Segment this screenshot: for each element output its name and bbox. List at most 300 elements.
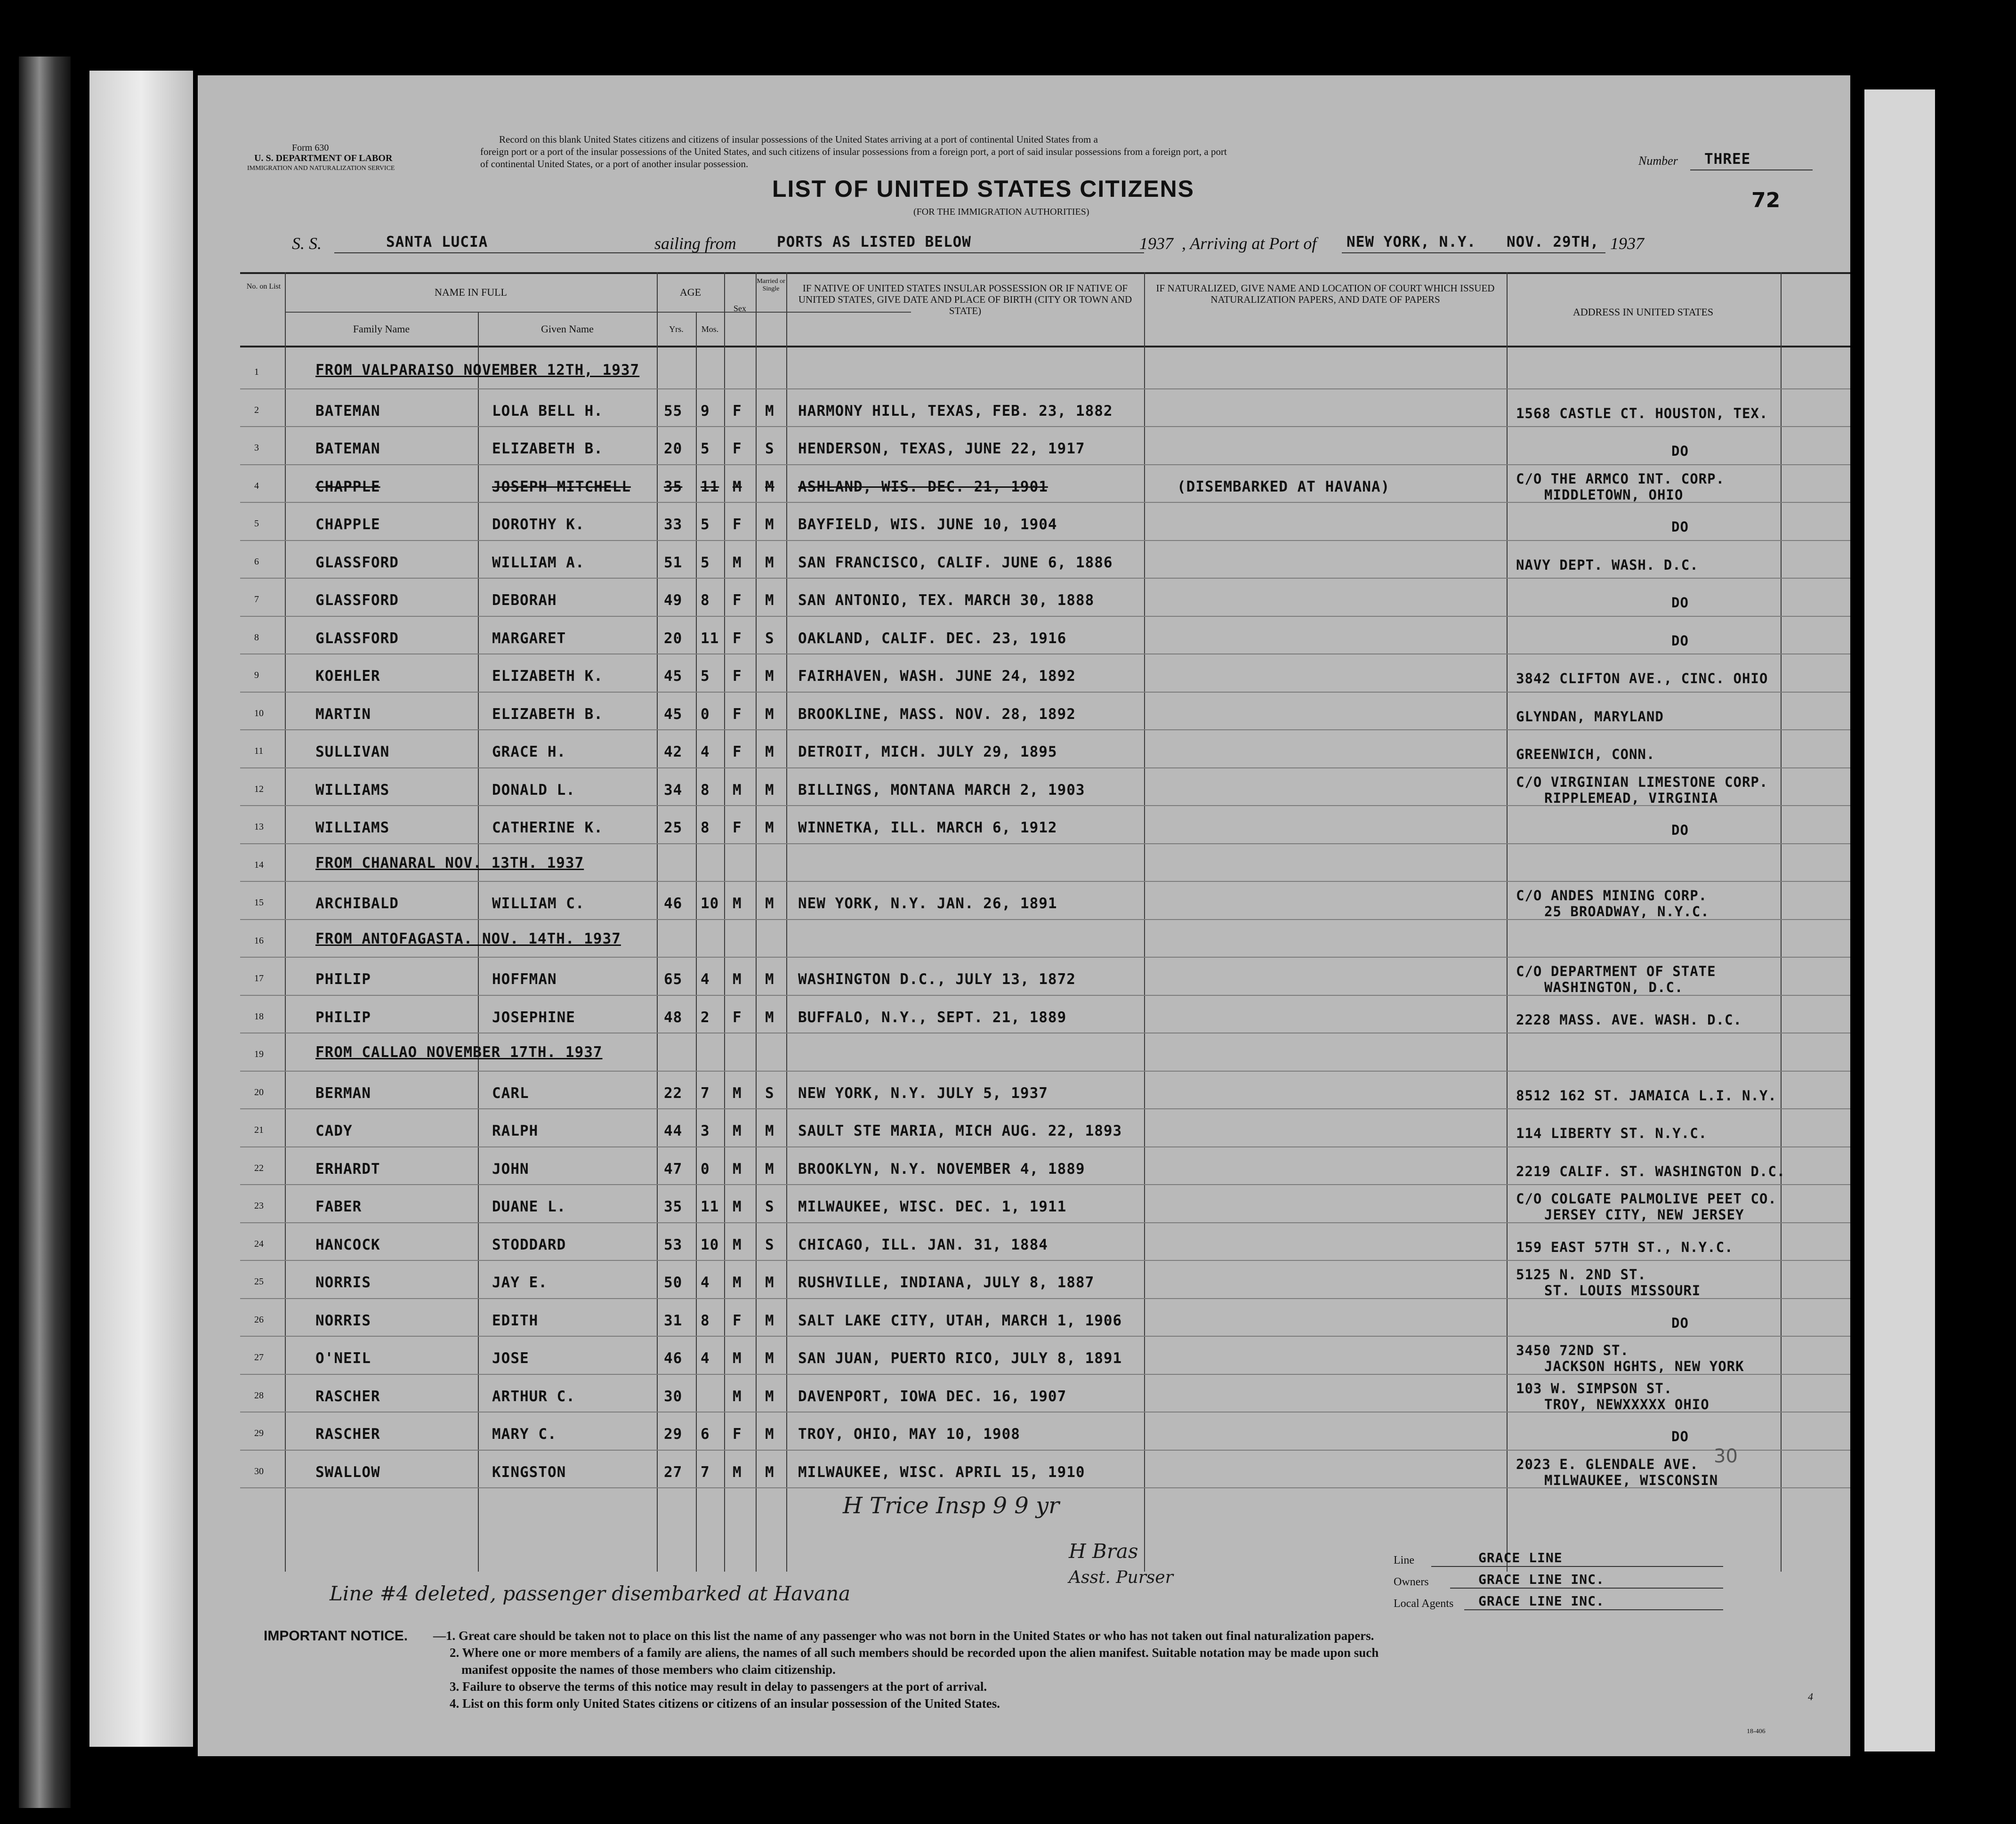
cell-given: CARL xyxy=(492,1084,529,1102)
cell-family: BERMAN xyxy=(315,1084,371,1102)
cell-address-line-1: 2219 CALIF. ST. WASHINGTON D.C. xyxy=(1516,1163,1786,1179)
instructions-line-3: of continental United States, or a port of another insular possession. xyxy=(480,158,749,169)
cell-sex: M xyxy=(733,478,742,495)
cell-address-line-2: JERSEY CITY, NEW JERSEY xyxy=(1544,1207,1744,1223)
cell-family: ERHARDT xyxy=(315,1160,380,1178)
col-birth: IF NATIVE OF UNITED STATES INSULAR POSSESSION OR IF NATIVE OF UNITED STATES, GIVE DATE AND PLACE OF BIRTH (CITY OR TOWN AND STATE) xyxy=(798,282,1132,316)
year-1: 1937 xyxy=(1139,234,1173,253)
row-number: 11 xyxy=(254,746,264,756)
cell-sex: M xyxy=(733,895,742,912)
cell-family: SULLIVAN xyxy=(315,743,390,760)
row-rule xyxy=(240,464,1850,465)
port-section-heading: FROM CALLAO NOVEMBER 17TH. 1937 xyxy=(315,1044,603,1061)
cell-mos: 6 xyxy=(701,1426,710,1443)
cell-birth: WINNETKA, ILL. MARCH 6, 1912 xyxy=(798,819,1057,836)
row-number: 22 xyxy=(254,1162,264,1173)
cell-sex: M xyxy=(733,971,742,988)
row-number: 12 xyxy=(254,783,264,794)
cell-address-line-1: 5125 N. 2ND ST. xyxy=(1516,1267,1646,1283)
cell-family: KOEHLER xyxy=(315,668,380,685)
cell-address-line-1: 3842 CLIFTON AVE., CINC. OHIO xyxy=(1516,670,1768,686)
cell-mos: 9 xyxy=(701,402,710,420)
cell-birth: SAN FRANCISCO, CALIF. JUNE 6, 1886 xyxy=(798,554,1113,571)
cell-mos: 0 xyxy=(701,1160,710,1178)
row-number: 20 xyxy=(254,1087,264,1098)
cell-ms: M xyxy=(765,971,774,988)
row-rule xyxy=(240,1260,1850,1261)
cell-mos: 0 xyxy=(701,705,710,723)
row-number: 7 xyxy=(254,594,259,605)
cell-sex: M xyxy=(733,1350,742,1367)
row-rule xyxy=(240,881,1850,882)
cell-ms: M xyxy=(765,1426,774,1443)
row-number: 16 xyxy=(254,935,264,946)
cell-address-line-1: C/O DEPARTMENT OF STATE xyxy=(1516,963,1716,979)
col-address: ADDRESS IN UNITED STATES xyxy=(1572,306,1714,318)
cell-birth: DAVENPORT, IOWA DEC. 16, 1907 xyxy=(798,1388,1067,1405)
cell-given: KINGSTON xyxy=(492,1463,566,1481)
row-number: 25 xyxy=(254,1276,264,1287)
cell-mos: 3 xyxy=(701,1122,710,1139)
cell-address-line-1: GREENWICH, CONN. xyxy=(1516,746,1655,762)
cell-yrs: 25 xyxy=(664,819,683,836)
port-section-heading: FROM ANTOFAGASTA. NOV. 14TH. 1937 xyxy=(315,930,621,947)
cell-mos: 7 xyxy=(701,1463,710,1481)
cell-birth: CHICAGO, ILL. JAN. 31, 1884 xyxy=(798,1236,1048,1253)
cell-address-line-1: DO xyxy=(1671,1315,1689,1331)
cell-birth: BUFFALO, N.Y., SEPT. 21, 1889 xyxy=(798,1009,1067,1026)
cell-given: JOSEPH MITCHELL xyxy=(492,478,631,495)
row-number: 9 xyxy=(254,670,259,680)
cell-ms: M xyxy=(765,895,774,912)
cell-ms: M xyxy=(765,1122,774,1139)
row-rule xyxy=(240,1184,1850,1185)
row-rule xyxy=(240,729,1850,730)
cell-mos: 11 xyxy=(701,630,719,647)
cell-family: CADY xyxy=(315,1122,353,1139)
cell-address-line-2: ST. LOUIS MISSOURI xyxy=(1544,1283,1701,1299)
cell-address-line-1: DO xyxy=(1671,595,1689,611)
cell-ms: S xyxy=(765,1198,774,1215)
cell-ms: M xyxy=(765,1160,774,1178)
cell-given: EDITH xyxy=(492,1312,539,1329)
cell-yrs: 47 xyxy=(664,1160,683,1178)
cell-given: DONALD L. xyxy=(492,781,575,799)
cell-address-line-1: 8512 162 ST. JAMAICA L.I. N.Y. xyxy=(1516,1087,1777,1104)
row-number: 5 xyxy=(254,518,259,529)
cell-sex: F xyxy=(733,743,742,760)
year-2: 1937 xyxy=(1610,234,1644,253)
cell-mos: 11 xyxy=(701,1198,719,1215)
cell-yrs: 48 xyxy=(664,1009,683,1026)
cell-family: HANCOCK xyxy=(315,1236,380,1253)
cell-family: ARCHIBALD xyxy=(315,895,399,912)
cell-birth: FAIRHAVEN, WASH. JUNE 24, 1892 xyxy=(798,668,1076,685)
cell-address-line-1: DO xyxy=(1671,1429,1689,1445)
cell-ms: M xyxy=(765,478,774,495)
cell-address-line-1: DO xyxy=(1671,519,1689,535)
cell-address-line-1: C/O THE ARMCO INT. CORP. xyxy=(1516,470,1725,487)
cell-yrs: 22 xyxy=(664,1084,683,1102)
row-number: 6 xyxy=(254,556,259,567)
cell-birth: NEW YORK, N.Y. JULY 5, 1937 xyxy=(798,1084,1048,1102)
cell-mos: 4 xyxy=(701,1350,710,1367)
cell-address-line-1: NAVY DEPT. WASH. D.C. xyxy=(1516,557,1699,573)
row-number: 27 xyxy=(254,1352,264,1363)
cell-yrs: 31 xyxy=(664,1312,683,1329)
cell-sex: M xyxy=(733,554,742,571)
cell-family: CHAPPLE xyxy=(315,516,380,533)
cell-birth: BILLINGS, MONTANA MARCH 2, 1903 xyxy=(798,781,1085,799)
cell-sex: F xyxy=(733,1426,742,1443)
page-subtitle: (FOR THE IMMIGRATION AUTHORITIES) xyxy=(913,207,1089,217)
cell-address-line-2: WASHINGTON, D.C. xyxy=(1544,979,1684,995)
cell-mos: 11 xyxy=(701,478,719,495)
row-rule xyxy=(240,1336,1850,1337)
cell-sex: M xyxy=(733,1122,742,1139)
cell-yrs: 35 xyxy=(664,478,683,495)
cell-address-line-1: C/O COLGATE PALMOLIVE PEET CO. xyxy=(1516,1191,1777,1207)
cell-sex: F xyxy=(733,1312,742,1329)
cell-ms: M xyxy=(765,592,774,609)
notice-4: 4. List on this form only United States citizens or citizens of an insular possession of the United States. xyxy=(450,1696,1000,1711)
cell-family: PHILIP xyxy=(315,971,371,988)
cell-yrs: 46 xyxy=(664,895,683,912)
cell-given: DEBORAH xyxy=(492,592,557,609)
cell-yrs: 34 xyxy=(664,781,683,799)
cell-address-line-1: 2023 E. GLENDALE AVE. xyxy=(1516,1456,1699,1472)
service: IMMIGRATION AND NATURALIZATION SERVICE xyxy=(247,165,395,172)
number-value: THREE xyxy=(1704,151,1751,168)
cell-yrs: 55 xyxy=(664,402,683,420)
cell-family: MARTIN xyxy=(315,705,371,723)
cell-mos: 10 xyxy=(701,1236,719,1253)
row-rule xyxy=(240,540,1850,541)
important-notice-label: IMPORTANT NOTICE. xyxy=(264,1628,408,1644)
cell-birth: OAKLAND, CALIF. DEC. 23, 1916 xyxy=(798,630,1067,647)
cell-sex: M xyxy=(733,781,742,799)
row-number: 29 xyxy=(254,1428,264,1438)
sailing-from: PORTS AS LISTED BELOW xyxy=(777,234,971,250)
cell-yrs: 53 xyxy=(664,1236,683,1253)
cell-mos: 5 xyxy=(701,516,710,533)
cell-ms: M xyxy=(765,668,774,685)
row-number: 10 xyxy=(254,708,264,718)
cell-family: GLASSFORD xyxy=(315,554,399,571)
cell-ms: M xyxy=(765,1388,774,1405)
cell-sex: M xyxy=(733,1463,742,1481)
col-naturalized: IF NATURALIZED, GIVE NAME AND LOCATION OF COURT WHICH ISSUED NATURALIZATION PAPERS, AND DATE OF PAPERS xyxy=(1156,282,1495,305)
cell-birth: RUSHVILLE, INDIANA, JULY 8, 1887 xyxy=(798,1274,1095,1291)
cell-birth: SAULT STE MARIA, MICH AUG. 22, 1893 xyxy=(798,1122,1122,1139)
instructions-line-2: foreign port or a port of the insular possessions of the United States, and such citizens of insular possessions from a foreign port, a port of said insular possessions from a foreign port, a port xyxy=(480,146,1227,157)
cell-ms: M xyxy=(765,1009,774,1026)
row-number: 21 xyxy=(254,1125,264,1135)
notice-3: 3. Failure to observe the terms of this notice may result in delay to passengers at the port of arrival. xyxy=(450,1679,987,1694)
ss-label: S. S. xyxy=(292,234,322,253)
cell-address-line-2: MIDDLETOWN, OHIO xyxy=(1544,486,1684,503)
row-number: 19 xyxy=(254,1049,264,1059)
col-family-name: Family Name xyxy=(353,323,410,335)
cell-birth: BROOKLYN, N.Y. NOVEMBER 4, 1889 xyxy=(798,1160,1085,1178)
row-rule xyxy=(240,616,1850,617)
cell-given: MARGARET xyxy=(492,630,566,647)
cell-address-line-2: MILWAUKEE, WISCONSIN xyxy=(1544,1472,1718,1488)
cell-mos: 5 xyxy=(701,440,710,457)
cell-address-line-1: 159 EAST 57TH ST., N.Y.C. xyxy=(1516,1239,1734,1255)
row-number: 4 xyxy=(254,480,259,491)
page-number: 72 xyxy=(1751,188,1781,212)
cell-mos: 8 xyxy=(701,781,710,799)
cell-address-line-2: JACKSON HGHTS, NEW YORK xyxy=(1544,1358,1744,1374)
corner-mark: 4 xyxy=(1808,1691,1813,1703)
department: U. S. DEPARTMENT OF LABOR xyxy=(254,153,393,163)
cell-sex: M xyxy=(733,1198,742,1215)
cell-birth: NEW YORK, N.Y. JAN. 26, 1891 xyxy=(798,895,1057,912)
cell-yrs: 44 xyxy=(664,1122,683,1139)
cell-address-line-1: C/O ANDES MINING CORP. xyxy=(1516,888,1708,904)
cell-given: GRACE H. xyxy=(492,743,566,760)
cell-mos: 10 xyxy=(701,895,719,912)
cell-yrs: 33 xyxy=(664,516,683,533)
row-rule xyxy=(240,1146,1850,1147)
arriving-label: , Arriving at Port of xyxy=(1182,234,1317,253)
col-name-in-full: NAME IN FULL xyxy=(435,286,507,298)
row-number: 13 xyxy=(254,822,264,832)
form-code: 18-406 xyxy=(1747,1728,1766,1735)
cell-birth: ASHLAND, WIS. DEC. 21, 1901 xyxy=(798,478,1048,495)
cell-family: CHAPPLE xyxy=(315,478,380,495)
cell-ms: S xyxy=(765,630,774,647)
cell-yrs: 46 xyxy=(664,1350,683,1367)
row-rule xyxy=(240,1450,1850,1451)
row-number: 30 xyxy=(254,1466,264,1477)
cell-address-line-1: 3450 72ND ST. xyxy=(1516,1342,1629,1358)
cell-yrs: 35 xyxy=(664,1198,683,1215)
row-number: 23 xyxy=(254,1201,264,1211)
number-label: Number xyxy=(1638,154,1678,168)
cell-given: WILLIAM A. xyxy=(492,554,585,571)
row-number: 1 xyxy=(254,367,259,377)
cell-birth: BAYFIELD, WIS. JUNE 10, 1904 xyxy=(798,516,1057,533)
row-rule xyxy=(240,692,1850,693)
row-number: 8 xyxy=(254,632,259,643)
cell-given: HOFFMAN xyxy=(492,971,557,988)
page-title: LIST OF UNITED STATES CITIZENS xyxy=(772,176,1195,202)
cell-family: NORRIS xyxy=(315,1274,371,1291)
cell-sex: F xyxy=(733,440,742,457)
row-rule xyxy=(240,1108,1850,1109)
deletion-note: Line #4 deleted, passenger disembarked at Havana xyxy=(330,1582,851,1605)
cell-sex: F xyxy=(733,705,742,723)
cell-ms: M xyxy=(765,402,774,420)
cell-naturalization: (DISEMBARKED AT HAVANA) xyxy=(1177,478,1390,495)
port-section-heading: FROM CHANARAL NOV. 13TH. 1937 xyxy=(315,854,584,872)
cell-family: GLASSFORD xyxy=(315,630,399,647)
row-number: 14 xyxy=(254,859,264,870)
cell-family: NORRIS xyxy=(315,1312,371,1329)
row-number: 26 xyxy=(254,1314,264,1325)
cell-given: RALPH xyxy=(492,1122,539,1139)
cell-mos: 4 xyxy=(701,1274,710,1291)
cell-ms: M xyxy=(765,705,774,723)
cell-ms: M xyxy=(765,554,774,571)
cell-family: WILLIAMS xyxy=(315,819,390,836)
agents-value: GRACE LINE INC. xyxy=(1478,1593,1605,1609)
row-number: 18 xyxy=(254,1011,264,1022)
cell-given: DUANE L. xyxy=(492,1198,566,1215)
row-rule xyxy=(240,388,1850,389)
col-given-name: Given Name xyxy=(541,323,594,335)
row-rule xyxy=(240,957,1850,958)
cell-address-line-1: DO xyxy=(1671,443,1689,459)
cell-address-line-1: DO xyxy=(1671,632,1689,649)
cell-birth: TROY, OHIO, MAY 10, 1908 xyxy=(798,1426,1020,1443)
cell-family: SWALLOW xyxy=(315,1463,380,1481)
cell-sex: M xyxy=(733,1236,742,1253)
arriving-port: NEW YORK, N.Y. xyxy=(1347,234,1476,250)
cell-birth: DETROIT, MICH. JULY 29, 1895 xyxy=(798,743,1057,760)
col-married-single: Married or Single xyxy=(757,278,785,292)
arrival-date: NOV. 29TH, xyxy=(1507,234,1599,250)
cell-yrs: 20 xyxy=(664,440,683,457)
cell-birth: MILWAUKEE, WISC. APRIL 15, 1910 xyxy=(798,1463,1085,1481)
row-rule xyxy=(240,1071,1850,1072)
cell-mos: 8 xyxy=(701,592,710,609)
cell-given: ARTHUR C. xyxy=(492,1388,575,1405)
line-value: GRACE LINE xyxy=(1478,1550,1563,1566)
col-age: AGE xyxy=(679,286,702,298)
notice-1: —1. Great care should be taken not to place on this list the name of any passenger who was not born in the United States or who has not taken out final naturalization papers. xyxy=(433,1629,1374,1643)
row-number: 15 xyxy=(254,897,264,908)
instructions-line-1: Record on this blank United States citizens and citizens of insular possessions of the United States arriving at a port of continental United States from a xyxy=(499,134,1098,145)
cell-address-line-1: DO xyxy=(1671,822,1689,838)
cell-sex: F xyxy=(733,402,742,420)
cell-mos: 8 xyxy=(701,819,710,836)
cell-sex: M xyxy=(733,1084,742,1102)
cell-given: LOLA BELL H. xyxy=(492,402,603,420)
agents-label: Local Agents xyxy=(1394,1598,1454,1610)
inspector-signature: H Trice Insp 9 9 yr xyxy=(843,1493,1060,1519)
owners-value: GRACE LINE INC. xyxy=(1478,1572,1605,1587)
purser-title: Asst. Purser xyxy=(1069,1568,1173,1587)
row-rule xyxy=(240,767,1850,768)
cell-ms: M xyxy=(765,819,774,836)
cell-yrs: 65 xyxy=(664,971,683,988)
cell-ms: M xyxy=(765,743,774,760)
cell-birth: SALT LAKE CITY, UTAH, MARCH 1, 1906 xyxy=(798,1312,1122,1329)
ship-name: SANTA LUCIA xyxy=(386,234,488,250)
cell-family: GLASSFORD xyxy=(315,592,399,609)
cell-yrs: 45 xyxy=(664,705,683,723)
cell-mos: 4 xyxy=(701,743,710,760)
cell-given: JOSE xyxy=(492,1350,529,1367)
row-number: 24 xyxy=(254,1238,264,1249)
cell-ms: M xyxy=(765,1312,774,1329)
cell-mos: 5 xyxy=(701,668,710,685)
cell-birth: MILWAUKEE, WISC. DEC. 1, 1911 xyxy=(798,1198,1067,1215)
cell-given: MARY C. xyxy=(492,1426,557,1443)
cell-ms: S xyxy=(765,440,774,457)
cell-birth: WASHINGTON D.C., JULY 13, 1872 xyxy=(798,971,1076,988)
row-rule xyxy=(240,843,1850,844)
cell-birth: HARMONY HILL, TEXAS, FEB. 23, 1882 xyxy=(798,402,1113,420)
row-number: 3 xyxy=(254,443,259,453)
cell-sex: F xyxy=(733,516,742,533)
binder-spine xyxy=(19,56,71,1808)
cell-given: ELIZABETH K. xyxy=(492,668,603,685)
cell-given: DOROTHY K. xyxy=(492,516,585,533)
back-sheet xyxy=(1864,89,1935,1751)
cell-yrs: 20 xyxy=(664,630,683,647)
line-label: Line xyxy=(1394,1554,1414,1566)
cell-sex: M xyxy=(733,1388,742,1405)
notice-2: 2. Where one or more members of a family are aliens, the names of all such members should be recorded upon the alien manifest. Suitable notation may be made upon such xyxy=(450,1646,1379,1660)
cell-ms: M xyxy=(765,781,774,799)
cell-family: WILLIAMS xyxy=(315,781,390,799)
cell-address-line-2: RIPPLEMEAD, VIRGINIA xyxy=(1544,790,1718,806)
row-number: 28 xyxy=(254,1390,264,1401)
col-sex: Sex xyxy=(734,304,746,313)
col-yrs: Yrs. xyxy=(669,324,684,334)
cell-yrs: 42 xyxy=(664,743,683,760)
cell-sex: F xyxy=(733,630,742,647)
cell-family: RASCHER xyxy=(315,1426,380,1443)
col-no: No. on List xyxy=(246,282,281,291)
cell-given: CATHERINE K. xyxy=(492,819,603,836)
cell-family: BATEMAN xyxy=(315,440,380,457)
cell-family: BATEMAN xyxy=(315,402,380,420)
cell-address-line-1: 2228 MASS. AVE. WASH. D.C. xyxy=(1516,1011,1742,1028)
cell-ms: M xyxy=(765,1350,774,1367)
cell-given: JOSEPHINE xyxy=(492,1009,575,1026)
cell-birth: SAN ANTONIO, TEX. MARCH 30, 1888 xyxy=(798,592,1095,609)
cell-sex: F xyxy=(733,1009,742,1026)
cell-ms: M xyxy=(765,1274,774,1291)
cell-mos: 8 xyxy=(701,1312,710,1329)
cell-address-line-1: 103 W. SIMPSON ST. xyxy=(1516,1380,1673,1396)
cell-yrs: 29 xyxy=(664,1426,683,1443)
cell-ms: M xyxy=(765,1463,774,1481)
cell-given: WILLIAM C. xyxy=(492,895,585,912)
cell-mos: 2 xyxy=(701,1009,710,1026)
binder-edge xyxy=(89,71,193,1747)
cell-family: PHILIP xyxy=(315,1009,371,1026)
stamp-number: 30 xyxy=(1714,1445,1738,1467)
cell-family: FABER xyxy=(315,1198,362,1215)
cell-yrs: 27 xyxy=(664,1463,683,1481)
cell-birth: BROOKLINE, MASS. NOV. 28, 1892 xyxy=(798,705,1076,723)
col-mos: Mos. xyxy=(701,324,719,334)
cell-mos: 5 xyxy=(701,554,710,571)
purser-initials: H Bras xyxy=(1069,1540,1138,1563)
cell-address-line-2: 25 BROADWAY, N.Y.C. xyxy=(1544,904,1710,920)
cell-sex: M xyxy=(733,1274,742,1291)
cell-address-line-1: C/O VIRGINIAN LIMESTONE CORP. xyxy=(1516,774,1768,790)
cell-yrs: 49 xyxy=(664,592,683,609)
cell-given: ELIZABETH B. xyxy=(492,705,603,723)
cell-family: RASCHER xyxy=(315,1388,380,1405)
cell-sex: F xyxy=(733,819,742,836)
cell-birth: HENDERSON, TEXAS, JUNE 22, 1917 xyxy=(798,440,1085,457)
row-number: 2 xyxy=(254,404,259,415)
row-rule xyxy=(240,426,1850,427)
row-rule xyxy=(240,578,1850,579)
cell-family: O'NEIL xyxy=(315,1350,371,1367)
cell-address-line-1: 114 LIBERTY ST. N.Y.C. xyxy=(1516,1125,1708,1141)
cell-ms: M xyxy=(765,516,774,533)
cell-mos: 7 xyxy=(701,1084,710,1102)
